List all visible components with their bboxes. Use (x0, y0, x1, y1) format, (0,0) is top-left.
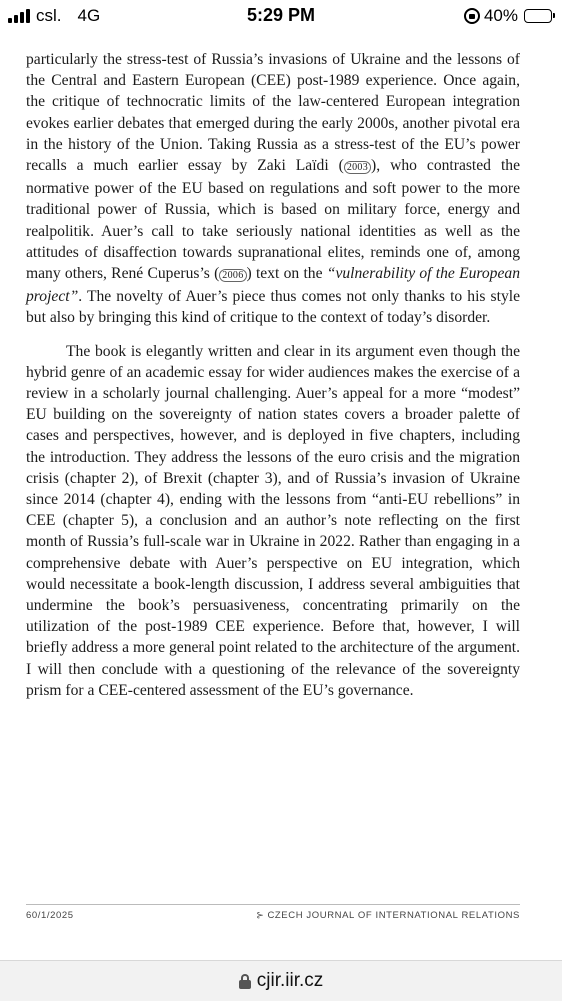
padlock-icon (239, 974, 251, 989)
paragraph: The book is elegantly written and clear in its argument even though the hybrid genre of an academic essay for wider audiences makes the exercise of a review in a scholarly journal challenging. Auer’s appeal for a more “modest” EU building on the sovereignty of nation states covers a broader palette of cases and perspectives, however, and is deployed in five chapters, including the introduction. They address the lessons of the euro crisis and the migration crisis (chapter 2), of Brexit (chapter 3), and of Russia’s invasion of Ukraine since 2014 (chapter 4), ending with the lessons from “anti-EU rebellions” in CEE (chapter 5), a conclusion and an author’s note reflecting on the first month of Russia’s full-scale war in Ukraine in 2022. Rather than engaging in a comprehensive debate with Auer’s perspective on EU integration, which would necessitate a book-length discussion, I address several ambiguities that undermine the book’s persuasiveness, concentrating primarily on the utilization of the post-1989 CEE experience. Before that, however, I will briefly address a more general point related to the architecture of the argument. I will then conclude with a questioning of the relevance of the sovereignty prism for a CEE-centered assessment of the EU’s governance. (26, 342, 520, 699)
battery-icon (524, 9, 552, 23)
italic-quote: “vulnerability of the European project” (26, 265, 520, 306)
battery-percent: 40% (483, 6, 518, 25)
journal-name (256, 910, 520, 921)
network-type: 4G (77, 6, 101, 25)
page-footer (26, 904, 520, 921)
status-right (464, 6, 552, 26)
citation-year[interactable]: 2006 (219, 269, 246, 282)
article-body (26, 49, 520, 701)
orientation-lock-icon (464, 8, 480, 24)
citation-year[interactable]: 2003 (344, 161, 371, 174)
text-run: ) text on the (246, 265, 327, 283)
clock: 5:29 PM (246, 5, 316, 25)
carrier-name: csl. (36, 6, 62, 25)
browser-url-bar[interactable] (0, 960, 562, 1001)
paragraph (26, 49, 520, 329)
text-run: particularly the stress-test of Russia’s invasions of Ukraine and the lessons of the Central and Eastern European (CEE) post-1989 experience. Once again, the critique of technocratic limits of the law-centered European integration evokes earlier debates that emerged during the early 2000s, another pivotal era in the history of the Union. Taking Russia as a stress-test of the EU’s power recalls a much earlier essay by Zaki Laïdi ( (26, 51, 520, 175)
journal-title: CZECH JOURNAL OF INTERNATIONAL RELATIONS (267, 910, 520, 921)
text-run: . The novelty of Auer’s piece thus comes not only thanks to his style but also by bringing this kind of critique to the context of today’s disorder. (26, 288, 520, 327)
issue-number: 60/1/2025 (26, 910, 74, 921)
journal-mark-icon: ⊱ (256, 910, 265, 920)
status-bar (0, 0, 562, 32)
text-run: ), who contrasted the normative power of the EU based on regulations and soft power to the more traditional power of Russia, which is based on military force, energy and realpolitik. Auer’s call to take seriously national identities as well as the attitudes of disaffection towards supranational elites, reminds one of, among many others, René Cuperus’s ( (26, 157, 520, 283)
url-domain[interactable]: cjir.iir.cz (256, 970, 324, 991)
